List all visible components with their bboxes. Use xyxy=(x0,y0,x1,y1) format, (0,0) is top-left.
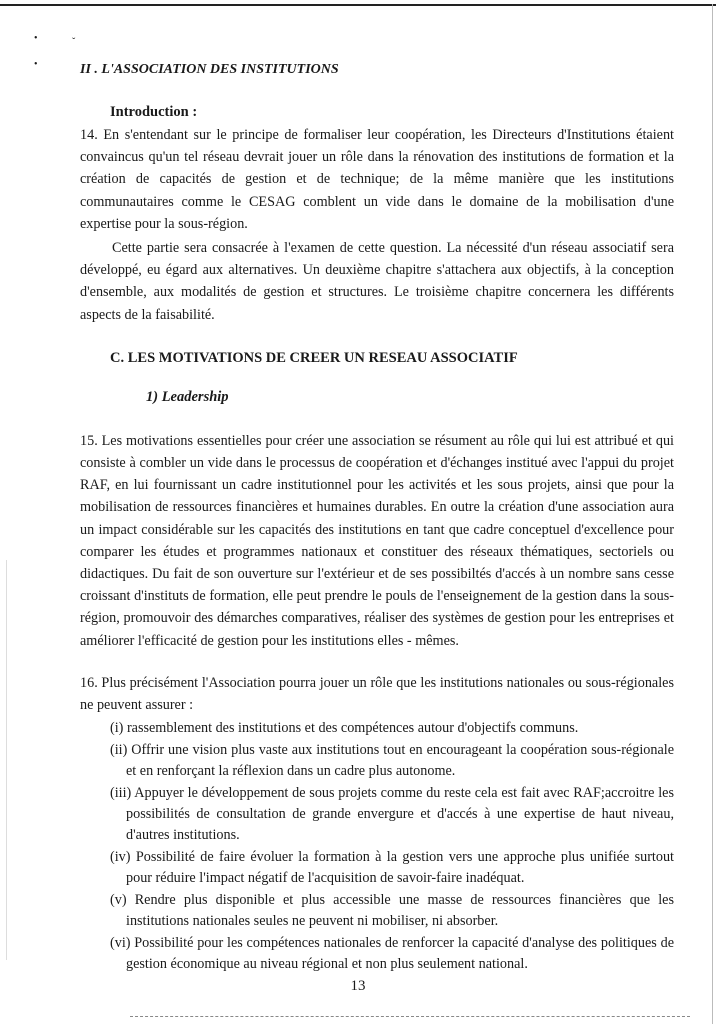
list-item: (vi) Possibilité pour les compétences nationales de renforcer la capacité d'analyse des politiques de gestion économique au niveau régional et non plus seulement national. xyxy=(110,935,674,973)
intro-heading: Introduction : xyxy=(110,104,198,120)
list-item: (iii) Appuyer le développement de sous projets comme du reste cela est fait avec RAF;accroitre les possibilités de consultation de grande envergure et d'accés à une expertise de haut niveau, d'autres institutions. xyxy=(110,785,674,844)
paragraph-15: 15. Les motivations essentielles pour créer une association se résument au rôle qui lui est attribué et qui consiste à combler un vide dans le processus de coopération et d'échanges institué avec l'appui du projet RAF, en lui fournissant un cadre institutionnel pour les activités et les sous projets, ainsi que pour la mobilisation de ressources financières et humaines durables. En outre la création d'une association aura un impact considérable sur les capacités des institutions en tant que cadre conceptuel d'excellence pour comparer les études et programmes nationaux et constituer des réseaux thématiques, sectoriels ou didactiques. Du fait de son ouverture sur l'extérieur et de ses possibiltés d'accés à un nombre sans cesse croissant d'instituts de formation, elle peut prendre le pouls de l'enseignement de la gestion dans la sous-région, promouvoir des démarches comparatives, réaliser des systèmes de gestion pour les entreprises et améliorer l'efficacité de gestion pour les institutions elles - mêmes. xyxy=(80,432,674,649)
paragraph-14b: Cette partie sera consacrée à l'examen de cette question. La nécessité d'un réseau associatif sera développé, eu égard aux alternatives. Un deuxième chapitre s'attachera aux objectifs, à la conception d'ensemble, aux modalités de gestion et structures. Le troisième chapitre concernera les différents aspects de la faisabilité. xyxy=(80,240,674,323)
document-content xyxy=(80,58,674,976)
scan-border-left xyxy=(6,560,7,960)
list-item: (ii) Offrir une vision plus vaste aux institutions tout en encourageant la coopération sous-régionale et en renforçant la réflexion dans un cadre plus autonome. xyxy=(110,742,674,780)
list-item: (i) rassemblement des institutions et des compétences autour d'objectifs communs. xyxy=(110,720,579,737)
paragraph-16: 16. Plus précisément l'Association pourra jouer un rôle que les institutions nationales ou sous-régionales ne peuvent assurer : xyxy=(80,674,674,714)
subheading-leadership: 1) Leadership xyxy=(146,388,229,405)
section-heading: II . L'ASSOCIATION DES INSTITUTIONS xyxy=(80,62,339,77)
page-number: 13 xyxy=(350,978,366,994)
scan-footer-lines xyxy=(130,1016,690,1019)
document-page: • ˇ • II . L'ASSOCIATION DES INSTITUTIONS Introduction : 14. En s'entendant sur le principe de formaliser leur coopération, les Directeurs d'Institutions étaient convaincus qu'un tel réseau devrait jouer un rôle dans la rénovation des institutions de formation et la création de capacités de gestion et de technique; de la même manière que les institutions communautaires comme le CESAG comblent un vide dans le domaine de la mobilisation d'une expertise pour la sous-région. Cette partie sera consacrée à l'examen de cette question. La nécessité d'un réseau associatif sera développé, eu égard aux alternatives. Un deuxième chapitre s'attachera aux objectifs, à la conception d'ensemble, aux modalités de gestion et structures. Le troisième chapitre concernera les différents aspects de la faisabilité. C. LES MOTIVATIONS DE CREER UN RESEAU ASSOCIATIF 1) Leadership 15. Les motivations essentielles pour créer une association se résument au rôle qui lui est attribué et qui consiste à combler un vide dans le processus de coopération et d'échanges institué avec l'appui du projet RAF, en lui fournissant un cadre institutionnel pour les activités et les sous projets, ainsi que pour la mobilisation de ressources financières et humaines durables. En outre la création d'une association aura un impact considérable sur les capacités des institutions en tant que cadre conceptuel d'excellence pour comparer les études et programmes nationaux et constituer des réseaux thématiques, sectoriels ou didactiques. Du fait de son ouverture sur l'extérieur et de ses possibiltés d'accés à un nombre sans cesse croissant d'instituts de formation, elle peut prendre le pouls de l'enseignement de la gestion dans la sous-région, promouvoir des démarches comparatives, réaliser des systèmes de gestion pour les entreprises et améliorer l'efficacité de gestion pour les institutions elles - mêmes. 16. Plus précisément l'Association pourra jouer un rôle que les institutions nationales ou sous-régionales ne peuvent assurer : (i) rassemblement des institutions et des compétences autour d'objectifs communs. (ii) Offrir une vision plus vaste aux institutions tout en encourageant la coopération sous-régionale et en renforçant la réflexion dans un cadre plus autonome. (iii) Appuyer le développement de sous projets comme du reste cela est fait avec RAF;accroitre les possibilités de consultation de grande envergure et d'accés à une expertise de haut niveau, d'autres institutions. (iv) Possibilité de faire évoluer la formation à la gestion vers une approche plus unifiée surtout pour réduire l'impact négatif de l'acquisition de savoir-faire inadéquat. (v) Rendre plus disponible et plus accessible une masse de ressources financières que les institutions nationales seules ne peuvent ni mobiliser, ni absorber. (vi) Possibilité pour les compétences nationales de renforcer la capacité d'analyse des politiques de gestion économique au niveau régional et non plus seulement national. 13 xyxy=(0,0,716,1024)
list-item: (v) Rendre plus disponible et plus accessible une masse de ressources financières que les institutions nationales seules ne peuvent ni mobiliser, ni absorber. xyxy=(110,892,674,930)
paragraph-14: 14. En s'entendant sur le principe de formaliser leur coopération, les Directeurs d'Institutions étaient convaincus qu'un tel réseau devrait jouer un rôle dans la rénovation des institutions de formation et la création de capacités de gestion et de technique; de la même manière que les institutions communautaires comme le CESAG comblent un vide dans le domaine de la mobilisation d'une expertise pour la sous-région. xyxy=(80,127,674,232)
list-item: (iv) Possibilité de faire évoluer la formation à la gestion vers une approche plus unifiée surtout pour réduire l'impact négatif de l'acquisition de savoir-faire inadéquat. xyxy=(110,849,674,887)
section-c-heading: C. LES MOTIVATIONS DE CREER UN RESEAU ASSOCIATIF xyxy=(110,349,518,366)
motivations-list xyxy=(80,718,674,975)
scan-border-top xyxy=(0,4,716,6)
scan-border-right xyxy=(712,4,713,1024)
